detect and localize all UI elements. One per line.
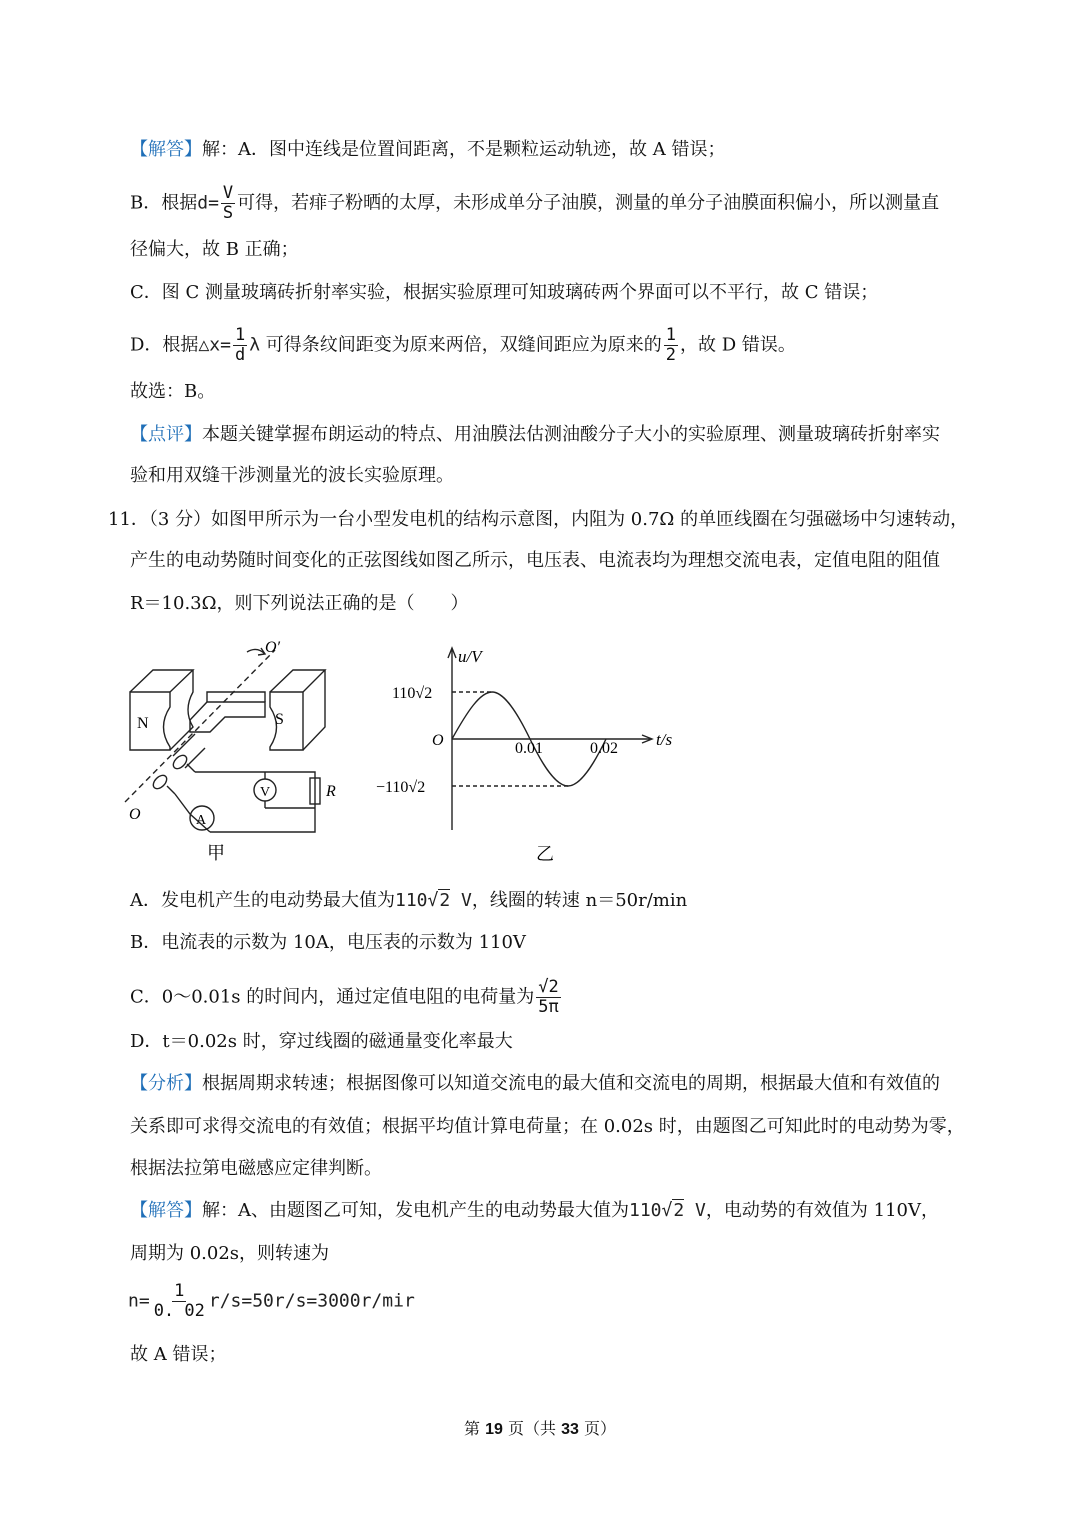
q11-stem-line2: 产生的电动势随时间变化的正弦图线如图乙所示，电压表、电流表均为理想交流电表，定值电阻的阻值 [130,550,940,571]
tick-pos: 110√2 [392,685,433,702]
formula-delta-x: △x= [198,334,231,356]
tick-neg: −110√2 [376,779,426,796]
lambda-symbol: λ [249,334,261,356]
q10-choice: 故选：B。 [130,381,216,402]
origin-label: O [432,732,444,749]
review-tag: 【点评】 [130,424,202,445]
analysis-line1 [130,1071,940,1097]
label-n: N [137,715,149,732]
fraction-1-over-0.02 [152,1282,207,1321]
magnet-n-top [130,670,193,692]
caption-jia: 甲 [207,843,225,863]
y-axis-label: u/V [458,647,482,666]
formula-d: d= [197,192,219,214]
answer-line4: 故 A 错误； [130,1344,227,1365]
answer-post: ，电动势的有效值为 110V， [705,1200,939,1221]
q10-review-line2: 验和用双缝干涉测量光的波长实验原理。 [130,465,454,486]
magnet-n-front [130,692,170,750]
option-a-post: ，线圈的转速 n＝50r/min [471,890,688,911]
option-c-text: C．0～0.01s 的时间内，通过定值电阻的电荷量为 [130,986,535,1008]
page-number: 19 [485,1421,503,1438]
b-prefix: B．根据 [130,192,198,214]
label-v: V [260,785,271,800]
q10-answer-line-b [130,184,939,223]
magnet-n-side [170,670,193,750]
unit-v: V [695,1200,706,1221]
frac-numerator: 1 [234,325,246,345]
q10-answer-line-b2: 径偏大，故 B 正确； [130,239,299,260]
answer-value: 110√2 V [629,1200,706,1221]
x-axis-label: t/s [656,730,673,749]
value-110: 110 [395,890,428,911]
answer-text: 解：A．图中连线是位置间距离，不是颗粒运动轨迹，故 A 错误； [202,139,726,160]
answer-line2: 周期为 0.02s，则转速为 [130,1243,330,1264]
option-c [130,978,563,1017]
b-suffix: 可得，若痱子粉晒的太厚，未形成单分子油膜，测量的单分子油膜面积偏小，所以测量直 [237,192,940,214]
figure-sine-graph [370,640,690,870]
option-a [130,888,687,914]
value-110: 110 [629,1200,662,1221]
option-d: D．t＝0.02s 时，穿过线圈的磁通量变化率最大 [130,1031,513,1052]
unit-v: V [461,890,472,911]
frac-numerator: 1 [174,1281,185,1301]
d-middle: 可得条纹间距变为原来两倍，双缝间距应为原来的 [265,334,662,356]
root-2: 2 [673,1200,685,1221]
tick-x1: 0.01 [515,740,543,757]
caption-yi: 乙 [536,844,554,864]
analysis-line3: 根据法拉第电磁感应定律判断。 [130,1158,382,1179]
tick-x2: 0.02 [590,740,618,757]
analysis-line2: 关系即可求得交流电的有效值；根据平均值计算电荷量；在 0.02s 时，由题图乙可知此时的电动势为零， [130,1116,965,1137]
page-footer [0,1416,1080,1439]
analysis-text: 根据周期求转速；根据图像可以知道交流电的最大值和交流电的周期，根据最大值和有效值的 [202,1073,940,1094]
answer-text: 解：A、由题图乙可知，发电机产生的电动势最大值为 [202,1200,629,1221]
formula-lhs: n= [128,1290,150,1312]
total-pages: 33 [561,1421,579,1438]
label-o: O [129,806,141,823]
fraction-1-over-d [233,326,247,365]
q11-stem-line1: 11．（3 分）如图甲所示为一台小型发电机的结构示意图，内阻为 0.7Ω 的单匝线圈在匀强磁场中匀速转动， [108,509,969,530]
answer-line1 [130,1198,939,1224]
answer-formula [128,1282,415,1321]
q10-answer-line-a [130,137,725,163]
magnet-s-side [303,670,325,750]
answer-tag: 【解答】 [130,1200,202,1221]
analysis-tag: 【分析】 [130,1073,202,1094]
fraction-v-over-s [221,184,235,223]
d-prefix: D．根据 [130,334,199,356]
option-b: B．电流表的示数为 10A，电压表的示数为 110V [130,932,526,953]
review-text: 本题关键掌握布朗运动的特点、用油膜法估测油酸分子大小的实验原理、测量玻璃砖折射率实 [202,424,940,445]
root-2: 2 [439,890,451,911]
coil [190,702,265,732]
slip-ring-2 [151,773,169,791]
q10-answer-line-c: C．图 C 测量玻璃砖折射率实验，根据实验原理可知玻璃砖两个界面可以不平行，故 C 错误； [130,282,879,303]
formula-rhs: r/s=50r/s=3000r/mir [208,1290,415,1312]
label-o-prime: O′ [265,639,281,656]
figure-generator [115,632,355,867]
option-a-text: A．发电机产生的电动势最大值为 [130,890,395,911]
frac-denominator: 2 [665,345,677,365]
q11-stem-line3: R＝10.3Ω，则下列说法正确的是（ ） [130,593,469,614]
label-s: S [275,711,284,728]
frac-numerator: V [222,183,234,203]
frac-denominator: 0. 02 [153,1301,205,1321]
label-r: R [326,783,336,800]
frac-denominator: d [234,345,246,365]
frac-numerator: √2 [538,977,559,997]
fraction-root2-over-5pi [536,978,560,1017]
option-a-value: 110√2 V [395,890,472,911]
frac-denominator: S [222,203,234,223]
label-a: A [196,813,207,828]
answer-tag: 【解答】 [130,139,202,160]
footer-pre: 第 [463,1419,480,1438]
d-suffix: ，故 D 错误。 [680,334,796,356]
q10-review-line1 [130,422,940,448]
magnet-s-top [270,670,325,692]
footer-post: 页） [583,1419,616,1438]
frac-denominator: 5π [538,997,559,1017]
footer-mid: 页（共 [507,1419,556,1438]
q10-answer-line-d [130,326,796,365]
fraction-half [664,326,678,365]
frac-numerator: 1 [665,325,677,345]
